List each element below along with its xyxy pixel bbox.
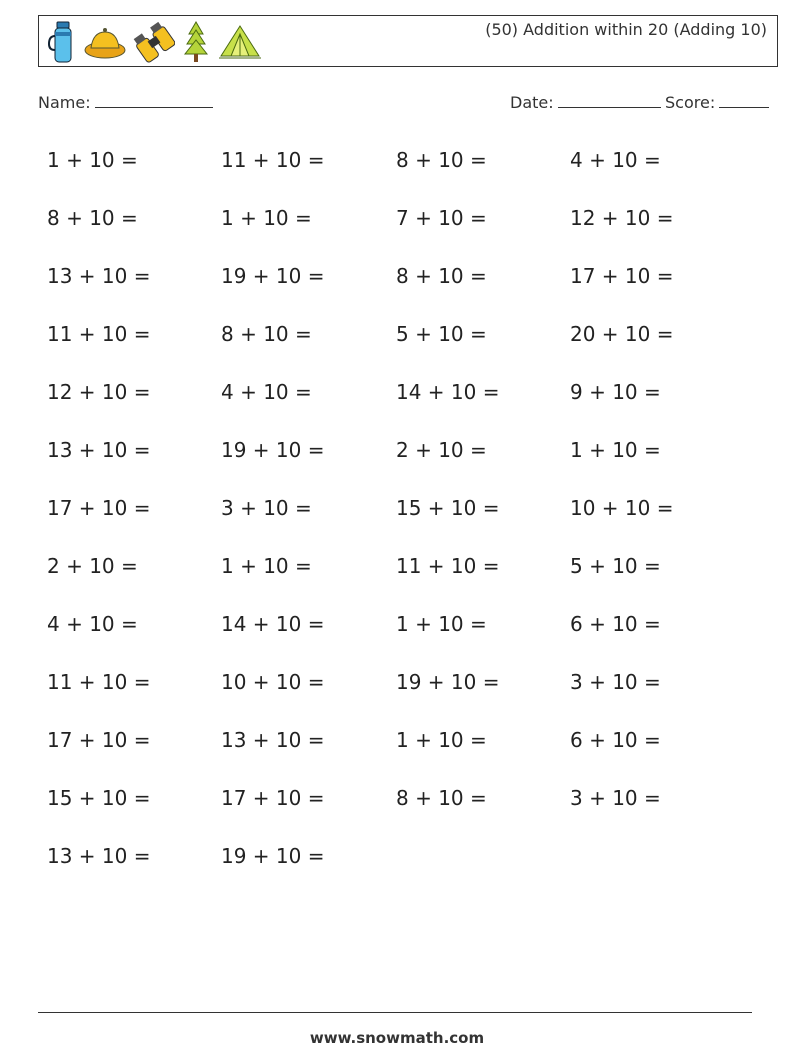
worksheet-title: (50) Addition within 20 (Adding 10): [485, 20, 767, 39]
problem-item: 9 + 10 =: [570, 380, 661, 404]
tent-icon: [217, 20, 263, 64]
problem-item: 14 + 10 =: [396, 380, 500, 404]
problem-item: 5 + 10 =: [570, 554, 661, 578]
problem-item: 3 + 10 =: [570, 786, 661, 810]
problem-item: 8 + 10 =: [396, 264, 487, 288]
thermos-icon: [47, 20, 77, 64]
problem-item: 10 + 10 =: [221, 670, 325, 694]
problem-item: 1 + 10 =: [396, 612, 487, 636]
hat-icon: [83, 20, 127, 64]
problem-item: 4 + 10 =: [47, 612, 138, 636]
problem-item: 3 + 10 =: [570, 670, 661, 694]
date-line[interactable]: [558, 93, 661, 108]
footer-divider: [38, 1012, 752, 1013]
problem-item: 19 + 10 =: [396, 670, 500, 694]
problem-item: 3 + 10 =: [221, 496, 312, 520]
problem-item: 17 + 10 =: [570, 264, 674, 288]
problem-item: 11 + 10 =: [396, 554, 500, 578]
problem-item: 13 + 10 =: [221, 728, 325, 752]
date-field[interactable]: [510, 93, 661, 112]
score-label: Score:: [665, 93, 716, 112]
problem-item: 19 + 10 =: [221, 264, 325, 288]
problem-item: 19 + 10 =: [221, 438, 325, 462]
problem-item: 1 + 10 =: [47, 148, 138, 172]
problem-item: 6 + 10 =: [570, 612, 661, 636]
score-line[interactable]: [719, 93, 769, 108]
tree-icon: [181, 20, 211, 64]
name-line[interactable]: [95, 93, 213, 108]
problem-item: 2 + 10 =: [396, 438, 487, 462]
problem-item: 6 + 10 =: [570, 728, 661, 752]
problem-item: 1 + 10 =: [221, 554, 312, 578]
problem-item: 8 + 10 =: [396, 786, 487, 810]
score-field[interactable]: [665, 93, 769, 112]
problem-item: 11 + 10 =: [47, 322, 151, 346]
problem-item: 15 + 10 =: [47, 786, 151, 810]
problem-item: 14 + 10 =: [221, 612, 325, 636]
problem-item: 19 + 10 =: [221, 844, 325, 868]
problem-item: 11 + 10 =: [221, 148, 325, 172]
worksheet-header: [38, 15, 778, 67]
name-label: Name:: [38, 93, 91, 112]
problem-item: 4 + 10 =: [221, 380, 312, 404]
problem-item: 1 + 10 =: [396, 728, 487, 752]
problem-item: 13 + 10 =: [47, 844, 151, 868]
problem-item: 2 + 10 =: [47, 554, 138, 578]
footer-url: www.snowmath.com: [309, 1029, 485, 1047]
problem-item: 17 + 10 =: [221, 786, 325, 810]
date-label: Date:: [510, 93, 554, 112]
problem-item: 1 + 10 =: [570, 438, 661, 462]
problem-item: 7 + 10 =: [396, 206, 487, 230]
problem-item: 12 + 10 =: [47, 380, 151, 404]
problem-item: 15 + 10 =: [396, 496, 500, 520]
name-field[interactable]: [38, 93, 213, 112]
problem-item: 13 + 10 =: [47, 438, 151, 462]
problem-item: 11 + 10 =: [47, 670, 151, 694]
problem-item: 17 + 10 =: [47, 728, 151, 752]
problem-item: 20 + 10 =: [570, 322, 674, 346]
problem-item: 5 + 10 =: [396, 322, 487, 346]
problem-item: 13 + 10 =: [47, 264, 151, 288]
problem-item: 8 + 10 =: [396, 148, 487, 172]
problem-item: 10 + 10 =: [570, 496, 674, 520]
problem-item: 8 + 10 =: [221, 322, 312, 346]
problem-item: 17 + 10 =: [47, 496, 151, 520]
binoculars-icon: [133, 20, 175, 64]
problem-item: 1 + 10 =: [221, 206, 312, 230]
problem-item: 12 + 10 =: [570, 206, 674, 230]
problem-item: 8 + 10 =: [47, 206, 138, 230]
problem-item: 4 + 10 =: [570, 148, 661, 172]
header-icons: [47, 20, 263, 64]
